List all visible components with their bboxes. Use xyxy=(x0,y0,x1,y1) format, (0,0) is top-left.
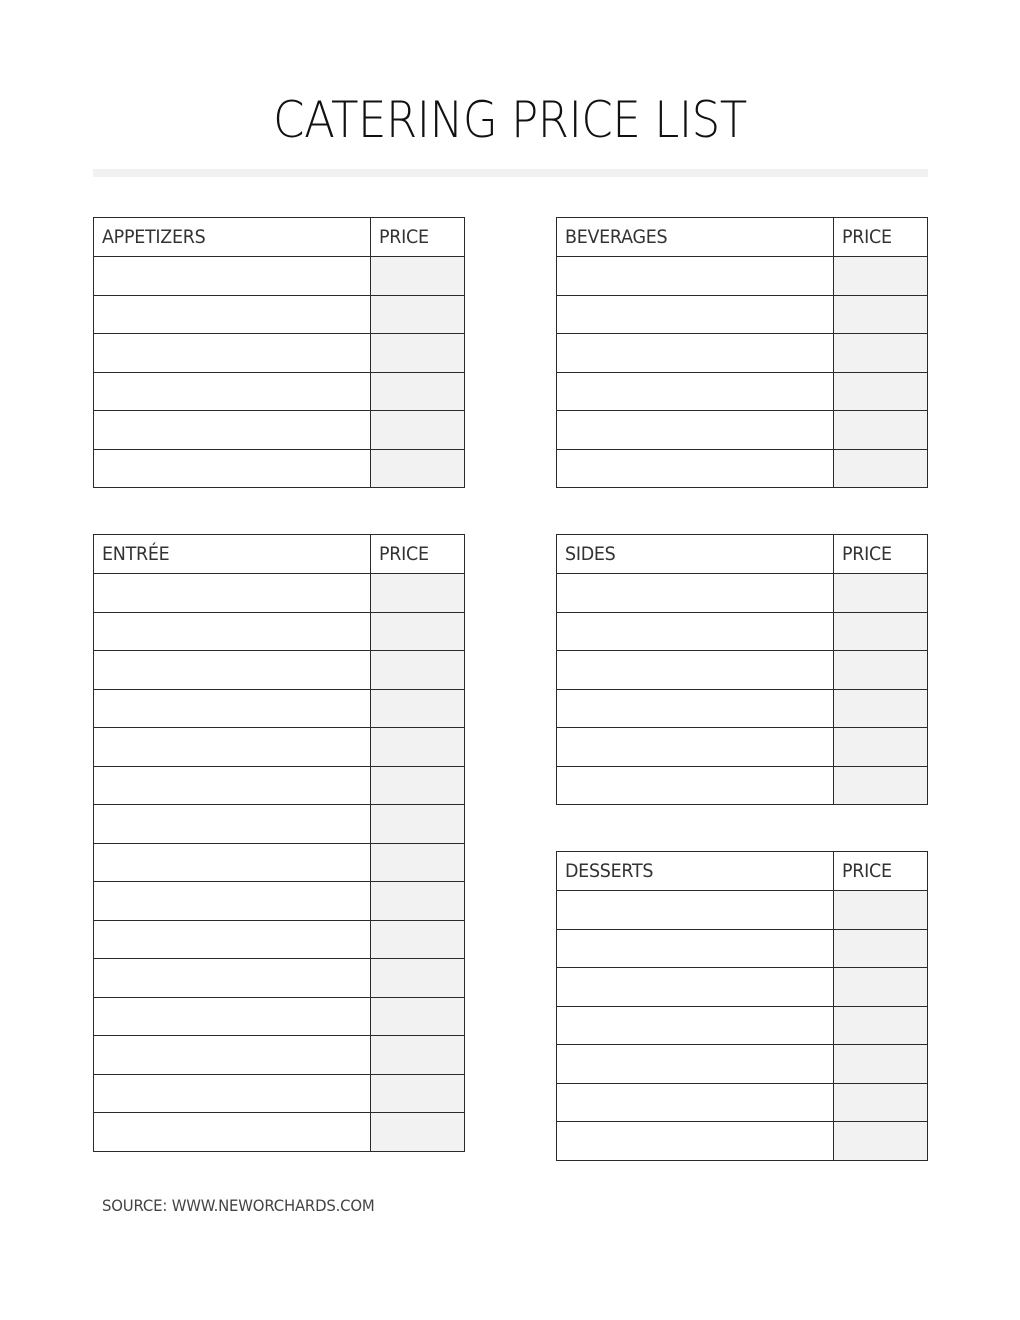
item-name-cell[interactable] xyxy=(557,574,834,613)
item-name-cell[interactable] xyxy=(557,891,834,930)
table-header-row xyxy=(557,535,928,574)
table-row xyxy=(557,372,928,411)
table-row xyxy=(94,959,465,998)
price-cell[interactable] xyxy=(371,920,465,959)
price-cell[interactable] xyxy=(834,968,928,1007)
price-cell[interactable] xyxy=(834,334,928,373)
price-cell[interactable] xyxy=(371,574,465,613)
item-name-cell[interactable] xyxy=(557,766,834,805)
item-name-cell[interactable] xyxy=(94,920,371,959)
price-cell[interactable] xyxy=(834,689,928,728)
table-row xyxy=(94,689,465,728)
price-cell[interactable] xyxy=(371,1113,465,1152)
price-cell[interactable] xyxy=(371,689,465,728)
item-name-cell[interactable] xyxy=(94,612,371,651)
price-cell[interactable] xyxy=(834,1006,928,1045)
table-row xyxy=(557,1006,928,1045)
item-name-cell[interactable] xyxy=(557,1006,834,1045)
table-row xyxy=(94,449,465,488)
item-name-cell[interactable] xyxy=(94,651,371,690)
table-row xyxy=(557,449,928,488)
price-cell[interactable] xyxy=(834,295,928,334)
item-name-cell[interactable] xyxy=(94,372,371,411)
item-name-cell[interactable] xyxy=(557,1083,834,1122)
item-name-cell[interactable] xyxy=(94,1036,371,1075)
item-name-cell[interactable] xyxy=(557,929,834,968)
desserts-table xyxy=(556,851,928,1161)
entree-table xyxy=(93,534,465,1152)
table-row xyxy=(94,805,465,844)
sides-table xyxy=(556,534,928,805)
price-cell[interactable] xyxy=(834,1122,928,1161)
price-cell[interactable] xyxy=(371,612,465,651)
item-name-cell[interactable] xyxy=(94,766,371,805)
item-name-cell[interactable] xyxy=(94,843,371,882)
item-name-cell[interactable] xyxy=(94,728,371,767)
item-name-cell[interactable] xyxy=(557,334,834,373)
item-name-cell[interactable] xyxy=(94,882,371,921)
section-heading: SIDES xyxy=(557,535,834,574)
price-cell[interactable] xyxy=(834,574,928,613)
table-row xyxy=(557,929,928,968)
item-name-cell[interactable] xyxy=(557,651,834,690)
price-cell[interactable] xyxy=(371,1036,465,1075)
item-name-cell[interactable] xyxy=(557,728,834,767)
table-row xyxy=(94,295,465,334)
price-column-heading: PRICE xyxy=(834,852,928,891)
price-cell[interactable] xyxy=(834,766,928,805)
item-name-cell[interactable] xyxy=(94,805,371,844)
item-name-cell[interactable] xyxy=(94,334,371,373)
table-row xyxy=(557,968,928,1007)
item-name-cell[interactable] xyxy=(94,411,371,450)
item-name-cell[interactable] xyxy=(94,449,371,488)
price-cell[interactable] xyxy=(371,257,465,296)
item-name-cell[interactable] xyxy=(94,1074,371,1113)
item-name-cell[interactable] xyxy=(94,959,371,998)
table-row xyxy=(94,997,465,1036)
table-row xyxy=(557,1122,928,1161)
price-cell[interactable] xyxy=(371,1074,465,1113)
price-cell[interactable] xyxy=(371,766,465,805)
price-cell[interactable] xyxy=(834,411,928,450)
table-row xyxy=(94,728,465,767)
table-row xyxy=(557,1045,928,1084)
price-cell[interactable] xyxy=(834,891,928,930)
price-cell[interactable] xyxy=(371,334,465,373)
item-name-cell[interactable] xyxy=(557,689,834,728)
appetizers-table xyxy=(93,217,465,488)
table-row xyxy=(557,574,928,613)
source-credit: SOURCE: WWW.NEWORCHARDS.COM xyxy=(102,1196,375,1215)
item-name-cell[interactable] xyxy=(557,612,834,651)
table-row xyxy=(94,574,465,613)
table-row xyxy=(94,372,465,411)
price-cell[interactable] xyxy=(834,449,928,488)
item-name-cell[interactable] xyxy=(94,574,371,613)
price-cell[interactable] xyxy=(371,295,465,334)
section-heading: ENTRÉE xyxy=(94,535,371,574)
table-row xyxy=(557,295,928,334)
title-divider xyxy=(93,169,928,177)
price-cell[interactable] xyxy=(371,805,465,844)
table-row xyxy=(557,257,928,296)
item-name-cell[interactable] xyxy=(94,1113,371,1152)
price-cell[interactable] xyxy=(371,372,465,411)
price-column-heading: PRICE xyxy=(371,535,465,574)
price-cell[interactable] xyxy=(371,728,465,767)
table-row xyxy=(94,334,465,373)
item-name-cell[interactable] xyxy=(94,997,371,1036)
item-name-cell[interactable] xyxy=(94,257,371,296)
price-cell[interactable] xyxy=(371,449,465,488)
item-name-cell[interactable] xyxy=(557,372,834,411)
price-cell[interactable] xyxy=(371,651,465,690)
table-row xyxy=(94,920,465,959)
table-row xyxy=(557,612,928,651)
section-heading: APPETIZERS xyxy=(94,218,371,257)
table-row xyxy=(94,766,465,805)
page-title: CATERING PRICE LIST xyxy=(273,91,747,149)
item-name-cell[interactable] xyxy=(557,449,834,488)
table-row xyxy=(94,411,465,450)
price-cell[interactable] xyxy=(834,612,928,651)
beverages-table xyxy=(556,217,928,488)
table-header-row xyxy=(94,218,465,257)
price-cell[interactable] xyxy=(834,929,928,968)
section-heading: BEVERAGES xyxy=(557,218,834,257)
item-name-cell[interactable] xyxy=(94,689,371,728)
price-cell[interactable] xyxy=(834,1045,928,1084)
table-row xyxy=(557,1083,928,1122)
section-heading: DESSERTS xyxy=(557,852,834,891)
table-row xyxy=(94,843,465,882)
price-column-heading: PRICE xyxy=(371,218,465,257)
item-name-cell[interactable] xyxy=(94,295,371,334)
price-cell[interactable] xyxy=(834,257,928,296)
table-header-row xyxy=(557,852,928,891)
table-row xyxy=(557,728,928,767)
price-cell[interactable] xyxy=(834,728,928,767)
price-cell[interactable] xyxy=(371,959,465,998)
table-header-row xyxy=(94,535,465,574)
table-row xyxy=(94,612,465,651)
item-name-cell[interactable] xyxy=(557,295,834,334)
price-cell[interactable] xyxy=(371,997,465,1036)
table-row xyxy=(557,891,928,930)
price-column-heading: PRICE xyxy=(834,535,928,574)
table-row xyxy=(94,1036,465,1075)
item-name-cell[interactable] xyxy=(557,1122,834,1161)
item-name-cell[interactable] xyxy=(557,1045,834,1084)
item-name-cell[interactable] xyxy=(557,411,834,450)
table-row xyxy=(94,651,465,690)
item-name-cell[interactable] xyxy=(557,257,834,296)
table-row xyxy=(557,411,928,450)
price-column-heading: PRICE xyxy=(834,218,928,257)
table-row xyxy=(94,1113,465,1152)
table-row xyxy=(557,334,928,373)
table-row xyxy=(94,257,465,296)
table-row xyxy=(557,651,928,690)
table-header-row xyxy=(557,218,928,257)
table-row xyxy=(94,882,465,921)
table-row xyxy=(557,689,928,728)
price-cell[interactable] xyxy=(834,651,928,690)
price-cell[interactable] xyxy=(371,882,465,921)
price-cell[interactable] xyxy=(371,411,465,450)
price-cell[interactable] xyxy=(834,1083,928,1122)
table-row xyxy=(94,1074,465,1113)
price-cell[interactable] xyxy=(834,372,928,411)
table-row xyxy=(557,766,928,805)
price-cell[interactable] xyxy=(371,843,465,882)
item-name-cell[interactable] xyxy=(557,968,834,1007)
